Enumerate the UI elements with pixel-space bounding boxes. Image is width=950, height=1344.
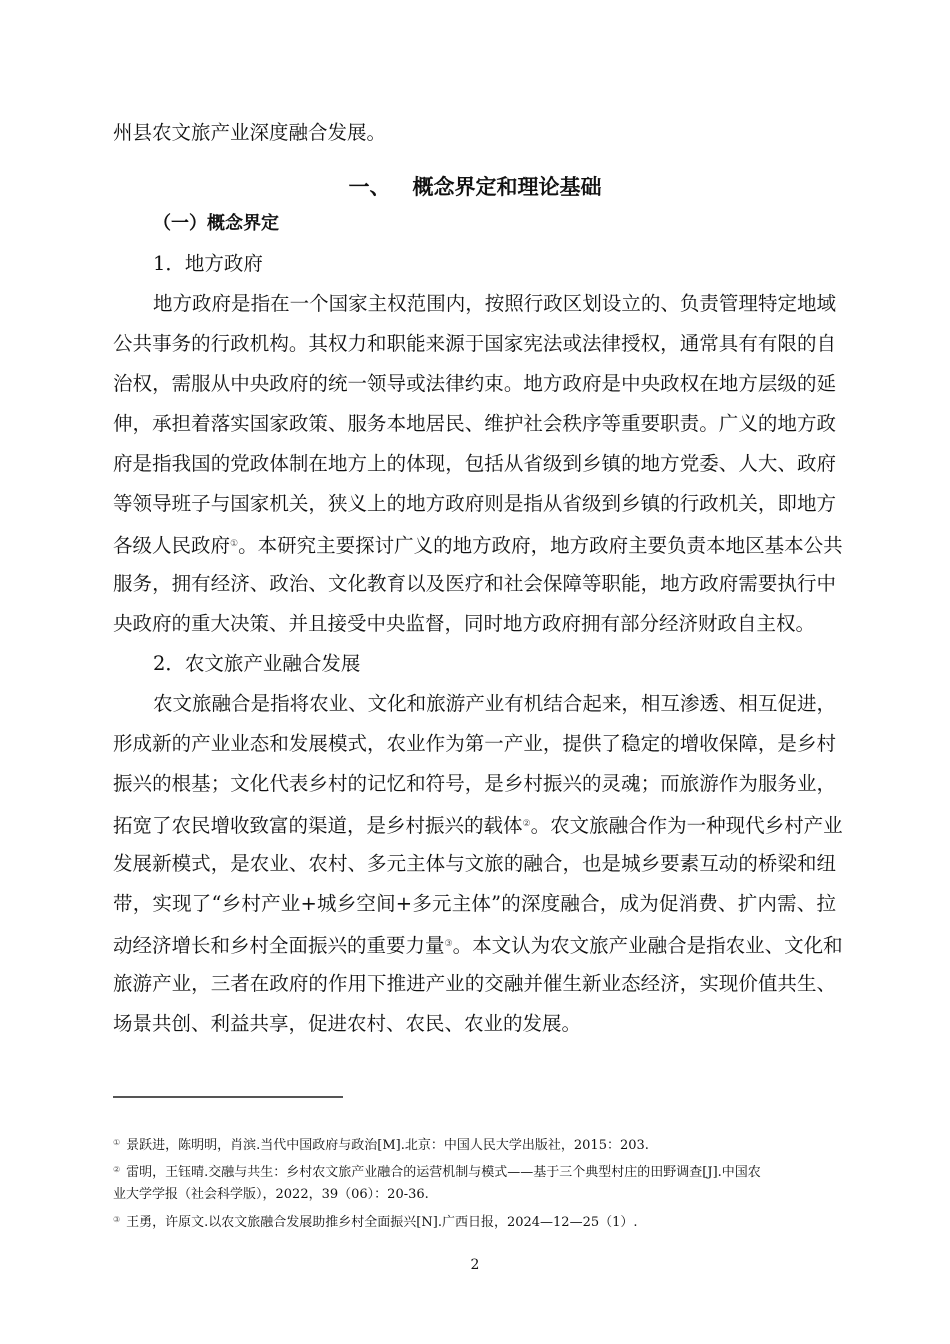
paragraph-line: [113, 452, 836, 476]
footnote: [113, 1134, 836, 1155]
footnote-mark: ③: [113, 1215, 121, 1224]
line-text: 。农文旅融合作为一种现代乡村产业: [530, 814, 843, 837]
paragraph-line: [113, 532, 843, 558]
line-text: 农文旅融合是指将农业、文化和旅游产业有机结合起来，相互渗透、相互促进，: [153, 692, 836, 715]
footnote-mark: ②: [113, 1165, 121, 1174]
line-text: 各级人民政府: [113, 534, 231, 557]
footnote-separator: [113, 1096, 343, 1098]
heading-title: 概念界定和理论基础: [412, 175, 602, 199]
line-text: 旅游产业，三者在政府的作用下推进产业的交融并催生新业态经济，实现价值共生、: [113, 972, 836, 995]
footnote-ref: ②: [522, 819, 531, 829]
paragraph-line: [113, 812, 843, 838]
footnote-text: 雷明，王钰晴.交融与共生：乡村农文旅产业融合的运营机制与模式——基于三个典型村庄的田野调查[J].中国农: [126, 1165, 761, 1180]
line-text: 服务，拥有经济、政治、文化教育以及医疗和社会保障等职能，地方政府需要执行中: [113, 572, 836, 595]
sub-heading-1: 1．地方政府: [153, 252, 263, 275]
paragraph-line: [113, 932, 843, 958]
page-number: 2: [470, 1257, 480, 1273]
subsection-heading: （一）概念界定: [153, 213, 279, 234]
footnote-text: 王勇，许原文.以农文旅融合发展助推乡村全面振兴[N].广西日报，2024—12—25（1）.: [126, 1215, 638, 1230]
sub-heading-2: 2．农文旅产业融合发展: [153, 652, 361, 675]
paragraph-line: [113, 572, 836, 596]
line-text: 治权，需服从中央政府的统一领导或法律约束。地方政府是中央政权在地方层级的延: [113, 372, 836, 395]
line-text: 动经济增长和乡村全面振兴的重要力量: [113, 934, 445, 957]
paragraph-line: [113, 772, 836, 796]
footnote-ref: ①: [230, 539, 239, 549]
footnote: [113, 1211, 836, 1232]
line-text: 府是指我国的党政体制在地方上的体现，包括从省级到乡镇的地方党委、人大、政府: [113, 452, 836, 475]
paragraph-line: [153, 292, 836, 316]
paragraph-line: [113, 332, 836, 356]
line-text: 地方政府是指在一个国家主权范围内，按照行政区划设立的、负责管理特定地域: [153, 292, 836, 315]
line-text: 央政府的重大决策、并且接受中央监督，同时地方政府拥有部分经济财政自主权。: [113, 612, 816, 635]
paragraph-line: [153, 692, 836, 716]
line-text: 场景共创、利益共享，促进农村、农民、农业的发展。: [113, 1012, 582, 1035]
footnote: [113, 1161, 836, 1182]
paragraph-line: [113, 1012, 836, 1036]
paragraph-line: [113, 372, 836, 396]
line-text: 伸，承担着落实国家政策、服务本地居民、维护社会秩序等重要职责。广义的地方政: [113, 412, 836, 435]
paragraph-line: [113, 612, 836, 636]
footnote-text: 业大学学报（社会科学版），2022，39（06）：20-36.: [113, 1187, 429, 1202]
carry-over-line: 州县农文旅产业深度融合发展。: [113, 121, 387, 144]
paragraph-line: [113, 852, 836, 876]
footnote-text: 景跃进，陈明明，肖滨.当代中国政府与政治[M].北京：中国人民大学出版社，2015：203.: [126, 1138, 649, 1153]
paragraph-line: [113, 892, 836, 916]
line-text: 。本研究主要探讨广义的地方政府，地方政府主要负责本地区基本公共: [238, 534, 843, 557]
line-text: 等领导班子与国家机关，狭义上的地方政府则是指从省级到乡镇的行政机关，即地方: [113, 492, 836, 515]
line-text: 。本文认为农文旅产业融合是指农业、文化和: [452, 934, 843, 957]
footnote-ref: ③: [444, 939, 453, 949]
line-text: 公共事务的行政机构。其权力和职能来源于国家宪法或法律授权，通常具有有限的自: [113, 332, 836, 355]
section-heading: [0, 171, 950, 201]
line-text: 发展新模式，是农业、农村、多元主体与文旅的融合，也是城乡要素互动的桥梁和纽: [113, 852, 836, 875]
paragraph-line: [113, 412, 836, 436]
line-text: 形成新的产业业态和发展模式，农业作为第一产业，提供了稳定的增收保障，是乡村: [113, 732, 836, 755]
heading-number: 一、: [348, 175, 391, 199]
paragraph-line: [113, 732, 836, 756]
line-text: 拓宽了农民增收致富的渠道，是乡村振兴的载体: [113, 814, 523, 837]
paragraph-line: [113, 972, 836, 996]
footnote: [113, 1186, 836, 1204]
line-text: 带，实现了“乡村产业+城乡空间+多元主体”的深度融合，成为促消费、扩内需、拉: [113, 892, 836, 915]
line-text: 振兴的根基；文化代表乡村的记忆和符号，是乡村振兴的灵魂；而旅游作为服务业，: [113, 772, 836, 795]
footnote-mark: ①: [113, 1138, 121, 1147]
paragraph-line: [113, 492, 836, 516]
